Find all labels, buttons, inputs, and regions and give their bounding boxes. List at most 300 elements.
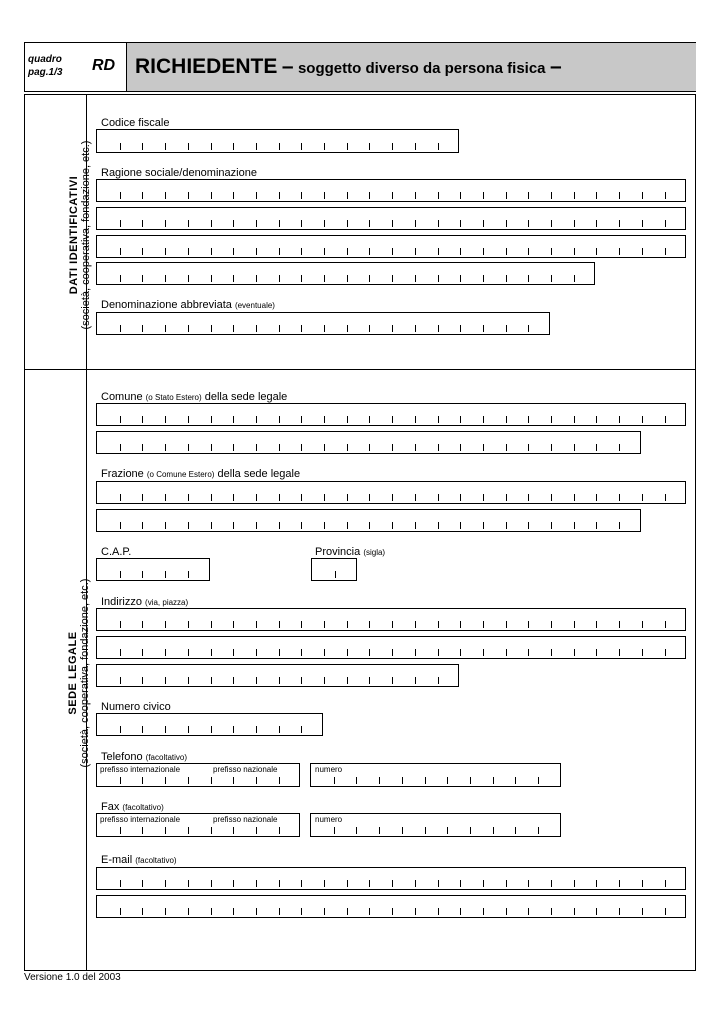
cell-separator — [483, 275, 484, 282]
cell-separator — [188, 325, 189, 332]
cell-separator — [279, 416, 280, 423]
cell-separator — [379, 777, 380, 784]
cell-separator — [324, 416, 325, 423]
telefono-prefisso-internazionale: prefisso internazionale — [100, 765, 181, 774]
codice-fiscale-label: Codice fiscale — [101, 117, 170, 129]
cell-separator — [165, 777, 166, 784]
cell-separator — [188, 444, 189, 451]
cell-separator — [120, 649, 121, 656]
cell-separator — [120, 827, 121, 834]
cell-separator — [279, 621, 280, 628]
cell-separator — [233, 220, 234, 227]
cell-separator — [515, 777, 516, 784]
cell-separator — [574, 416, 575, 423]
cell-separator — [279, 248, 280, 255]
denominazione-abbreviata-field[interactable] — [96, 312, 550, 335]
cell-separator — [447, 777, 448, 784]
cell-separator — [188, 192, 189, 199]
cell-separator — [438, 275, 439, 282]
cell-separator — [369, 248, 370, 255]
cell-separator — [165, 621, 166, 628]
cell-separator — [369, 275, 370, 282]
cell-separator — [233, 248, 234, 255]
cell-separator — [256, 220, 257, 227]
cell-separator — [165, 143, 166, 150]
cell-separator — [211, 416, 212, 423]
cell-separator — [324, 522, 325, 529]
cell-separator — [188, 827, 189, 834]
cell-separator — [438, 192, 439, 199]
telefono-numero-field[interactable] — [310, 763, 561, 787]
cell-separator — [324, 649, 325, 656]
cell-separator — [335, 571, 336, 578]
cell-separator — [165, 880, 166, 887]
cell-separator — [301, 621, 302, 628]
cell-separator — [301, 192, 302, 199]
cell-separator — [506, 220, 507, 227]
cell-separator — [120, 726, 121, 733]
frazione-field-1[interactable] — [96, 481, 686, 504]
cell-separator — [142, 649, 143, 656]
section1-subtitle: (società, cooperativa, fondazione, etc.) — [80, 140, 92, 330]
cell-separator — [619, 220, 620, 227]
cell-separator — [279, 649, 280, 656]
provincia-label — [315, 546, 385, 558]
cell-separator — [460, 908, 461, 915]
cell-separator — [415, 416, 416, 423]
cell-separator — [369, 649, 370, 656]
frazione-field-2[interactable] — [96, 509, 641, 532]
cell-separator — [619, 494, 620, 501]
ragione-sociale-field-1[interactable] — [96, 179, 686, 202]
cell-separator — [142, 248, 143, 255]
cell-separator — [551, 522, 552, 529]
cell-separator — [233, 827, 234, 834]
cell-separator — [279, 444, 280, 451]
page-title — [135, 55, 562, 79]
cell-separator — [483, 880, 484, 887]
cell-separator — [188, 143, 189, 150]
cell-separator — [415, 248, 416, 255]
cell-separator — [415, 908, 416, 915]
fax-prefisso-nazionale: prefisso nazionale — [213, 815, 278, 824]
cell-separator — [347, 325, 348, 332]
section2-subtitle: (società, cooperativa, fondazione, etc.) — [79, 578, 91, 768]
cell-separator — [279, 777, 280, 784]
comune-label — [101, 391, 287, 403]
cell-separator — [279, 143, 280, 150]
cell-separator — [233, 325, 234, 332]
cell-separator — [528, 494, 529, 501]
cell-separator — [506, 880, 507, 887]
cell-separator — [347, 143, 348, 150]
cell-separator — [392, 416, 393, 423]
cell-separator — [415, 621, 416, 628]
cell-separator — [120, 522, 121, 529]
cell-separator — [233, 444, 234, 451]
cell-separator — [551, 494, 552, 501]
cell-separator — [551, 649, 552, 656]
cell-separator — [642, 220, 643, 227]
cell-separator — [574, 649, 575, 656]
cell-separator — [188, 677, 189, 684]
cell-separator — [551, 275, 552, 282]
cell-separator — [483, 621, 484, 628]
section2-heading — [67, 523, 97, 823]
cell-separator — [619, 192, 620, 199]
codice-fiscale-field[interactable] — [96, 129, 459, 153]
cell-separator — [165, 571, 166, 578]
cell-separator — [402, 777, 403, 784]
cell-separator — [324, 444, 325, 451]
cell-separator — [642, 192, 643, 199]
cell-separator — [392, 522, 393, 529]
cell-separator — [256, 522, 257, 529]
cell-separator — [438, 522, 439, 529]
cell-separator — [665, 220, 666, 227]
cell-separator — [596, 908, 597, 915]
cell-separator — [142, 220, 143, 227]
cell-separator — [233, 677, 234, 684]
cell-separator — [528, 880, 529, 887]
cell-separator — [279, 522, 280, 529]
cell-separator — [142, 908, 143, 915]
cell-separator — [347, 275, 348, 282]
cell-separator — [460, 192, 461, 199]
cell-separator — [460, 248, 461, 255]
cell-separator — [347, 248, 348, 255]
ragione-sociale-field-2[interactable] — [96, 207, 686, 230]
cell-separator — [392, 220, 393, 227]
cell-separator — [619, 649, 620, 656]
cell-separator — [347, 444, 348, 451]
cell-separator — [142, 192, 143, 199]
cell-separator — [574, 880, 575, 887]
email-note: (facoltativo) — [135, 856, 177, 865]
cell-separator — [460, 275, 461, 282]
cell-separator — [347, 677, 348, 684]
cell-separator — [551, 444, 552, 451]
cell-separator — [142, 677, 143, 684]
cell-separator — [256, 677, 257, 684]
cell-separator — [460, 444, 461, 451]
cell-separator — [334, 827, 335, 834]
cell-separator — [642, 621, 643, 628]
email-label — [101, 854, 177, 866]
cell-separator — [165, 220, 166, 227]
cell-separator — [142, 143, 143, 150]
cell-separator — [233, 416, 234, 423]
cell-separator — [538, 827, 539, 834]
cell-separator — [619, 522, 620, 529]
cell-separator — [233, 522, 234, 529]
cell-separator — [347, 192, 348, 199]
denom-abbr-text: Denominazione abbreviata — [101, 299, 232, 311]
cell-separator — [506, 444, 507, 451]
cell-separator — [142, 444, 143, 451]
telefono-label — [101, 751, 187, 763]
quadro-label: quadro — [28, 54, 62, 65]
cell-separator — [369, 880, 370, 887]
cell-separator — [301, 444, 302, 451]
cell-separator — [493, 827, 494, 834]
cell-separator — [528, 908, 529, 915]
cap-field[interactable] — [96, 558, 210, 581]
cell-separator — [347, 880, 348, 887]
cell-separator — [188, 248, 189, 255]
cell-separator — [279, 220, 280, 227]
cell-separator — [574, 908, 575, 915]
cell-separator — [211, 275, 212, 282]
title-main: RICHIEDENTE — [135, 55, 278, 78]
cell-separator — [356, 827, 357, 834]
cell-separator — [279, 880, 280, 887]
comune-field-1[interactable] — [96, 403, 686, 426]
cell-separator — [233, 880, 234, 887]
numero-civico-field[interactable] — [96, 713, 323, 736]
cell-separator — [438, 494, 439, 501]
ragione-sociale-field-4[interactable] — [96, 262, 595, 285]
email-label-text: E-mail — [101, 854, 133, 866]
cell-separator — [279, 275, 280, 282]
cell-separator — [528, 416, 529, 423]
cell-separator — [301, 677, 302, 684]
cell-separator — [642, 248, 643, 255]
cell-separator — [483, 220, 484, 227]
cell-separator — [142, 571, 143, 578]
cap-label: C.A.P. — [101, 546, 132, 558]
cell-separator — [483, 325, 484, 332]
cell-separator — [619, 880, 620, 887]
cell-separator — [301, 880, 302, 887]
provincia-field[interactable] — [311, 558, 357, 581]
cell-separator — [574, 621, 575, 628]
fax-note: (facoltativo) — [122, 803, 164, 812]
cell-separator — [506, 908, 507, 915]
cell-separator — [256, 726, 257, 733]
cell-separator — [506, 248, 507, 255]
email-field-2[interactable] — [96, 895, 686, 918]
cell-separator — [233, 192, 234, 199]
cell-separator — [392, 275, 393, 282]
cell-separator — [415, 522, 416, 529]
cell-separator — [425, 827, 426, 834]
indirizzo-label — [101, 596, 188, 608]
cell-separator — [120, 777, 121, 784]
cell-separator — [120, 143, 121, 150]
cell-separator — [120, 220, 121, 227]
cell-separator — [211, 143, 212, 150]
cell-separator — [438, 677, 439, 684]
cell-separator — [551, 192, 552, 199]
cell-separator — [438, 908, 439, 915]
cell-separator — [211, 248, 212, 255]
cell-separator — [528, 522, 529, 529]
cell-separator — [188, 621, 189, 628]
cell-separator — [324, 143, 325, 150]
cell-separator — [301, 325, 302, 332]
cell-separator — [347, 621, 348, 628]
cell-separator — [120, 908, 121, 915]
indirizzo-field-3[interactable] — [96, 664, 459, 687]
cell-separator — [551, 416, 552, 423]
cell-separator — [460, 649, 461, 656]
cell-separator — [596, 220, 597, 227]
cell-separator — [392, 248, 393, 255]
cell-separator — [596, 192, 597, 199]
cell-separator — [188, 908, 189, 915]
cell-separator — [211, 325, 212, 332]
fax-numero-field[interactable] — [310, 813, 561, 837]
cell-separator — [120, 677, 121, 684]
cell-separator — [142, 880, 143, 887]
cell-separator — [256, 275, 257, 282]
cell-separator — [188, 522, 189, 529]
cell-separator — [528, 248, 529, 255]
cell-separator — [425, 777, 426, 784]
comune-field-2[interactable] — [96, 431, 641, 454]
cell-separator — [506, 621, 507, 628]
cell-separator — [551, 248, 552, 255]
cell-separator — [324, 325, 325, 332]
cell-separator — [324, 248, 325, 255]
cell-separator — [551, 880, 552, 887]
indirizzo-field-1[interactable] — [96, 608, 686, 631]
cell-separator — [279, 494, 280, 501]
cell-separator — [347, 908, 348, 915]
cell-separator — [165, 275, 166, 282]
cell-separator — [256, 416, 257, 423]
cell-separator — [369, 416, 370, 423]
cell-separator — [211, 649, 212, 656]
cell-separator — [574, 220, 575, 227]
cell-separator — [619, 248, 620, 255]
cell-separator — [392, 192, 393, 199]
cell-separator — [279, 827, 280, 834]
cell-separator — [460, 220, 461, 227]
cell-separator — [596, 494, 597, 501]
cell-separator — [211, 220, 212, 227]
cell-separator — [188, 416, 189, 423]
cell-separator — [142, 522, 143, 529]
indirizzo-note: (via, piazza) — [145, 598, 189, 607]
cell-separator — [120, 444, 121, 451]
cell-separator — [233, 908, 234, 915]
cell-separator — [438, 649, 439, 656]
cell-separator — [619, 908, 620, 915]
cell-separator — [356, 777, 357, 784]
cell-separator — [369, 220, 370, 227]
cell-separator — [120, 571, 121, 578]
frazione-note: (o Comune Estero) — [146, 470, 215, 479]
cell-separator — [415, 220, 416, 227]
cell-separator — [165, 248, 166, 255]
cell-separator — [438, 325, 439, 332]
cell-separator — [301, 220, 302, 227]
cell-separator — [165, 325, 166, 332]
cell-separator — [528, 325, 529, 332]
indirizzo-field-2[interactable] — [96, 636, 686, 659]
cell-separator — [142, 726, 143, 733]
cell-separator — [460, 522, 461, 529]
cell-separator — [256, 143, 257, 150]
cell-separator — [574, 494, 575, 501]
ragione-sociale-field-3[interactable] — [96, 235, 686, 258]
cell-separator — [120, 275, 121, 282]
cell-separator — [538, 777, 539, 784]
telefono-numero-label: numero — [315, 765, 343, 774]
cell-separator — [347, 522, 348, 529]
cell-separator — [211, 621, 212, 628]
cell-separator — [256, 777, 257, 784]
cell-separator — [506, 416, 507, 423]
cell-separator — [211, 494, 212, 501]
cell-separator — [551, 908, 552, 915]
cell-separator — [596, 416, 597, 423]
denom-abbr-note: (eventuale) — [234, 301, 275, 310]
cell-separator — [619, 621, 620, 628]
ragione-sociale-label: Ragione sociale/denominazione — [101, 167, 257, 179]
page-label: pag.1/3 — [28, 67, 63, 78]
cell-separator — [301, 143, 302, 150]
email-field-1[interactable] — [96, 867, 686, 890]
cell-separator — [392, 649, 393, 656]
cell-separator — [438, 621, 439, 628]
cell-separator — [188, 880, 189, 887]
cell-separator — [188, 726, 189, 733]
cell-separator — [574, 248, 575, 255]
comune-label-text: Comune — [101, 391, 143, 403]
cell-separator — [120, 325, 121, 332]
cell-separator — [392, 143, 393, 150]
cell-separator — [301, 248, 302, 255]
cell-separator — [415, 275, 416, 282]
cell-separator — [211, 777, 212, 784]
cell-separator — [379, 827, 380, 834]
cell-separator — [165, 494, 166, 501]
fax-prefisso-internazionale: prefisso internazionale — [100, 815, 181, 824]
cell-separator — [233, 621, 234, 628]
section1-heading — [68, 100, 98, 370]
cell-separator — [665, 908, 666, 915]
frazione-label-text: Frazione — [101, 468, 144, 480]
cell-separator — [188, 649, 189, 656]
cell-separator — [142, 325, 143, 332]
cell-separator — [369, 143, 370, 150]
title-end: – — [549, 55, 562, 78]
cell-separator — [256, 908, 257, 915]
cell-separator — [528, 220, 529, 227]
cell-separator — [324, 220, 325, 227]
cell-separator — [438, 416, 439, 423]
fax-numero-label: numero — [315, 815, 343, 824]
cell-separator — [211, 444, 212, 451]
cell-separator — [665, 494, 666, 501]
cell-separator — [551, 621, 552, 628]
cell-separator — [369, 192, 370, 199]
cell-separator — [460, 416, 461, 423]
cell-separator — [165, 827, 166, 834]
frazione-label-suffix: della sede legale — [217, 468, 301, 480]
cell-separator — [369, 522, 370, 529]
cell-separator — [483, 444, 484, 451]
cell-separator — [233, 726, 234, 733]
cell-separator — [165, 444, 166, 451]
cell-separator — [483, 192, 484, 199]
comune-label-suffix: della sede legale — [204, 391, 288, 403]
cell-separator — [142, 777, 143, 784]
cell-separator — [483, 248, 484, 255]
